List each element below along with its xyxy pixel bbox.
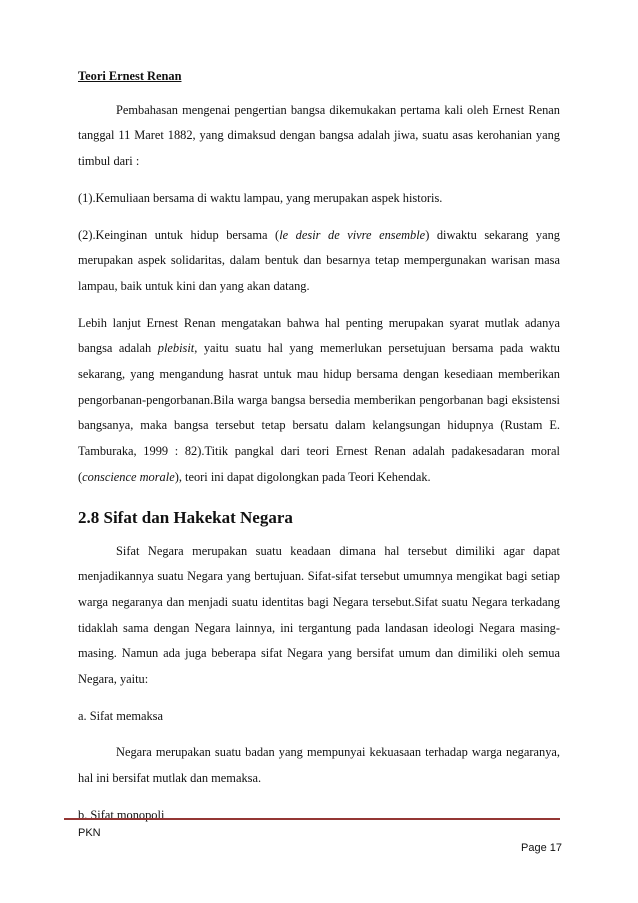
italic-term: conscience morale xyxy=(82,469,175,484)
paragraph: Pembahasan mengenai pengertian bangsa dikemukakan pertama kali oleh Ernest Renan tanggal 11 Maret 1882, yang dimaksud dengan bangsa adalah jiwa, suatu asas kerohanian yang timbul dari : xyxy=(78,102,560,169)
page-footer xyxy=(64,818,562,854)
list-item-label: a. Sifat memaksa xyxy=(78,708,163,723)
paragraph: Sifat Negara merupakan suatu keadaan dimana hal tersebut dimiliki agar dapat menjadikannya suatu Negara yang bertujuan. Sifat-sifat tersebut umumnya mengikat bagi setiap warga negaranya dan menjadi suatu identitas bagi Negara tersebut.Sifat suatu Negara terkadang tidaklah sama dengan Negara lainnya, ini tergantung pada landasan ideologi Negara masing-masing. Namun ada juga beberapa sifat Negara yang bersifat umum dan dimiliki oleh semua Negara, yaitu: xyxy=(78,543,560,687)
paragraph xyxy=(78,311,560,491)
section-heading-sifat-hakekat-negara: 2.8 Sifat dan Hakekat Negara xyxy=(78,507,293,527)
italic-term: le desir de vivre ensemble xyxy=(279,227,426,242)
text-span: ), teori ini dapat digolongkan pada Teori Kehendak. xyxy=(174,469,431,484)
page-number: Page 17 xyxy=(521,842,562,854)
paragraph: Negara merupakan suatu badan yang mempunyai kekuasaan terhadap warga negaranya, hal ini bersifat mutlak dan memaksa. xyxy=(78,745,560,786)
paragraph xyxy=(78,223,560,300)
text-span: ) diwaktu sekarang yang merupakan aspek solidaritas, dalam bentuk dan besarnya tetap mempergunakan warisan masa lampau, baik untuk kini dan yang akan datang. xyxy=(78,227,560,293)
list-item-label: b. Sifat monopoli xyxy=(78,807,165,822)
text-span: (2).Keinginan untuk hidup bersama ( xyxy=(78,227,280,242)
section-heading-teori-ernest-renan: Teori Ernest Renan xyxy=(78,69,182,83)
page-content xyxy=(78,64,560,840)
paragraph: (1).Kemuliaan bersama di waktu lampau, yang merupakan aspek historis. xyxy=(78,190,443,205)
footer-course-label: PKN xyxy=(78,827,101,839)
italic-term: plebisit xyxy=(157,341,195,356)
text-span: , yaitu suatu hal yang memerlukan persetujuan bersama pada waktu sekarang, yang mengandung hasrat untuk mau hidup bersama dengan kesediaan memberikan pengorbanan-pengorbanan.Bila warga bangsa bersedia memberikan pengorbanan bagi eksistensi bangsanya, maka bangsa tersebut tetap bersatu dalam kelangsungan hidupnya (Rustam E. Tamburaka, 1999 : 82).Titik pangkal dari teori Ernest Renan adalah padakesadaran moral ( xyxy=(78,341,560,484)
text-span: Lebih lanjut Ernest Renan mengatakan bahwa hal penting merupakan syarat mutlak adanya bangsa adalah xyxy=(78,315,560,356)
